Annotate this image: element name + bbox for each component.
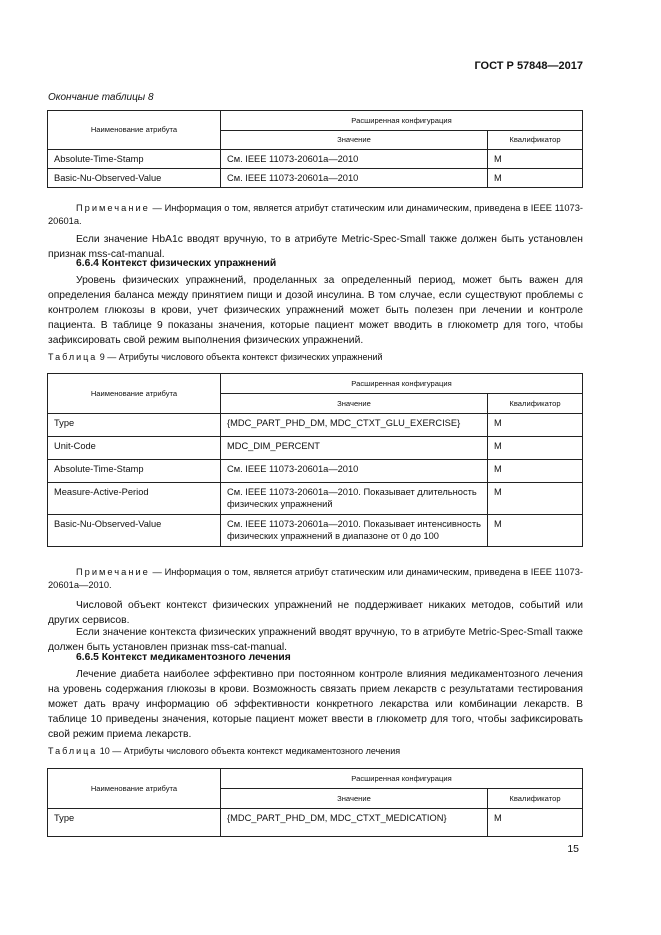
- table-row: [48, 483, 583, 515]
- table-row: [48, 414, 583, 437]
- attr-cell: Basic-Nu-Observed-Value: [48, 169, 221, 188]
- col-attr-header: Наименование атрибута: [48, 374, 221, 414]
- paragraph: Если значение контекста физических упражнений вводят вручную, то в атрибуте Metric-Spec-Small также должен быть установлен признак mss-cat-manual.: [48, 627, 583, 653]
- paragraph: Числовой объект контекст физических упражнений не поддерживает никаких методов, событий или других сервисов.: [48, 600, 583, 626]
- value-cell: MDC_DIM_PERCENT: [221, 437, 488, 460]
- page-number: 15: [567, 843, 579, 855]
- table-row: [48, 809, 583, 837]
- col-value-header: Значение: [221, 789, 488, 809]
- table-row: [48, 169, 583, 188]
- table9-caption: Таблица 9 — Атрибуты числового объекта контекст физических упражнений: [48, 352, 383, 362]
- attr-cell: Absolute-Time-Stamp: [48, 150, 221, 169]
- value-cell: См. IEEE 11073-20601a—2010. Показывает длительность физических упражнений: [221, 483, 488, 515]
- value-cell: См. IEEE 11073-20601a—2010. Показывает интенсивность физических упражнений в диапазоне от 0 до 100: [221, 515, 488, 547]
- col-value-header: Значение: [221, 131, 488, 150]
- note: [48, 566, 583, 592]
- note: [48, 202, 583, 228]
- value-cell: См. IEEE 11073-20601a—2010: [221, 169, 488, 188]
- paragraph: Уровень физических упражнений, проделанных за определенный период, может быть важен для определения баланса между принятием пищи и дозой инсулина. В том случае, если существуют проблемы с контролем глюкозы в крови, учет физических упражнений может быть полезен при лечении и контроле пациента. В таблице 9 показаны значения, которые пациент может вводить в глюкометр для того, чтобы зафиксировать свой режим выполнения физических упражнений.: [48, 275, 583, 346]
- table-row: [48, 515, 583, 547]
- table-row: [48, 150, 583, 169]
- col-qual-header: Квалификатор: [488, 789, 583, 809]
- col-attr-header: Наименование атрибута: [48, 111, 221, 150]
- col-ext-header: Расширенная конфигурация: [221, 769, 583, 789]
- attr-cell: Type: [48, 809, 221, 837]
- col-ext-header: Расширенная конфигурация: [221, 374, 583, 394]
- attr-cell: Type: [48, 414, 221, 437]
- note-text: — Информация о том, является атрибут статическим или динамическим, приведена в IEEE 11073-20601a.: [48, 203, 583, 226]
- qual-cell: M: [488, 437, 583, 460]
- section-heading: 6.6.5 Контекст медикаментозного лечения: [76, 652, 291, 663]
- paragraph: Если значение HbA1c вводят вручную, то в атрибуте Metric-Spec-Small также должен быть установлен признак mss-cat-manual.: [48, 234, 583, 260]
- col-attr-header: Наименование атрибута: [48, 769, 221, 809]
- table10-caption: Таблица 10 — Атрибуты числового объекта контекст медикаментозного лечения: [48, 746, 401, 756]
- note-text: — Информация о том, является атрибут статическим или динамическим, приведена в IEEE 11073-20601a—2010.: [48, 567, 583, 590]
- qual-cell: M: [488, 169, 583, 188]
- note-label: Примечание: [76, 567, 150, 577]
- note-label: Примечание: [76, 203, 150, 213]
- table8: [47, 110, 583, 188]
- value-cell: {MDC_PART_PHD_DM, MDC_CTXT_MEDICATION}: [221, 809, 488, 837]
- qual-cell: M: [488, 414, 583, 437]
- qual-cell: M: [488, 809, 583, 837]
- value-cell: См. IEEE 11073-20601a—2010: [221, 460, 488, 483]
- section-heading: 6.6.4 Контекст физических упражнений: [76, 258, 277, 269]
- col-qual-header: Квалификатор: [488, 394, 583, 414]
- qual-cell: M: [488, 460, 583, 483]
- table9: [47, 373, 583, 547]
- col-value-header: Значение: [221, 394, 488, 414]
- value-cell: См. IEEE 11073-20601a—2010: [221, 150, 488, 169]
- attr-cell: Unit-Code: [48, 437, 221, 460]
- attr-cell: Measure-Active-Period: [48, 483, 221, 515]
- qual-cell: M: [488, 150, 583, 169]
- paragraph: Лечение диабета наиболее эффективно при постоянном контроле влияния медикаментозного лечения на уровень содержания глюкозы в крови. Возможность связать прием лекарств с результатами тестирования может дать врачу информацию об эффективности конкретного лекарства или комбинации лекарств. В таблице 10 приведены значения, которые пациент может ввести в глюкометр для того, чтобы зафиксировать свой режим приема лекарств.: [48, 669, 583, 740]
- table8-caption: Окончание таблицы 8: [48, 92, 154, 103]
- qual-cell: M: [488, 515, 583, 547]
- document-code: ГОСТ Р 57848—2017: [474, 60, 583, 72]
- value-cell: {MDC_PART_PHD_DM, MDC_CTXT_GLU_EXERCISE}: [221, 414, 488, 437]
- qual-cell: M: [488, 483, 583, 515]
- attr-cell: Absolute-Time-Stamp: [48, 460, 221, 483]
- table10: [47, 768, 583, 837]
- attr-cell: Basic-Nu-Observed-Value: [48, 515, 221, 547]
- col-qual-header: Квалификатор: [488, 131, 583, 150]
- table-row: [48, 437, 583, 460]
- col-ext-header: Расширенная конфигурация: [221, 111, 583, 131]
- table-row: [48, 460, 583, 483]
